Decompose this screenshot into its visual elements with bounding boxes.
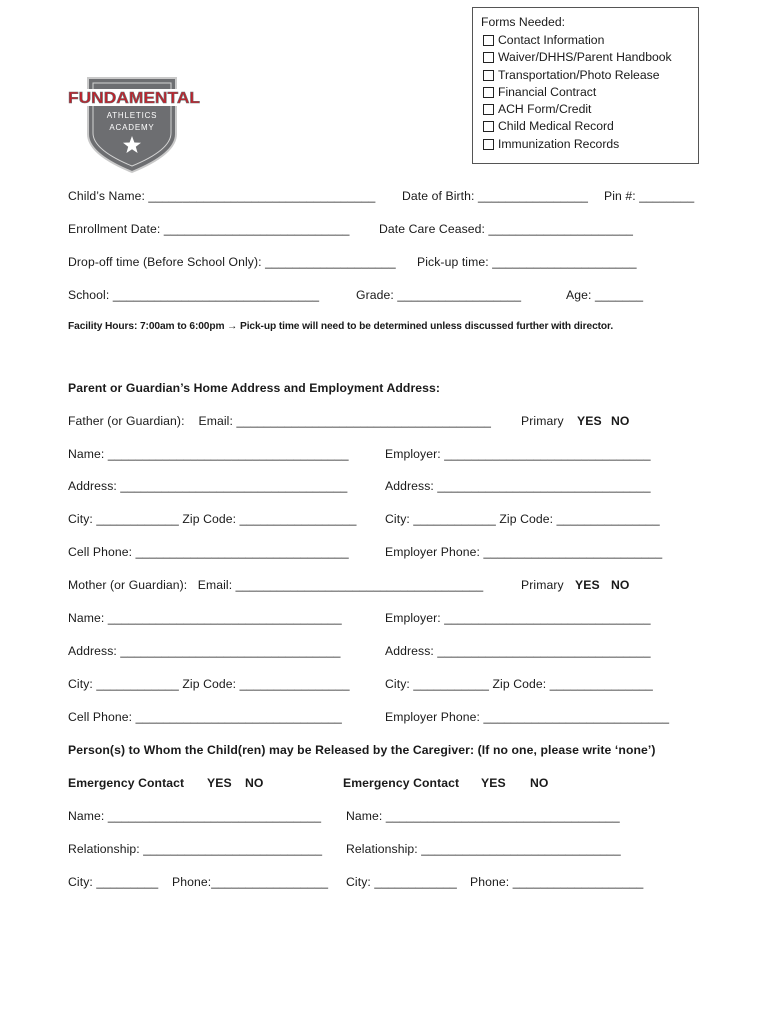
- emergency-left-name-field[interactable]: Name: _______________________________: [68, 809, 322, 823]
- father-email-field[interactable]: Father (or Guardian): Email: _____________________________________: [68, 414, 491, 428]
- father-primary-yes[interactable]: YES: [577, 414, 602, 428]
- mother-email-field[interactable]: Mother (or Guardian): Email: ____________________________________: [68, 578, 484, 592]
- emergency-right-yes[interactable]: YES: [481, 776, 506, 790]
- child-name-field[interactable]: Child’s Name: _________________________________: [68, 189, 376, 203]
- checklist-item[interactable]: ACH Form/Credit: [483, 101, 591, 117]
- shield-logo-icon: [66, 72, 202, 174]
- mother-name-field[interactable]: Name: __________________________________: [68, 611, 342, 625]
- checklist-item[interactable]: Waiver/DHHS/Parent Handbook: [483, 49, 672, 65]
- father-employer-city-zip-field[interactable]: City: ____________ Zip Code: _______________: [385, 512, 660, 526]
- mother-primary-label: Primary: [521, 578, 564, 592]
- checkbox-contact-information[interactable]: [483, 35, 494, 46]
- checkbox-immunization-records[interactable]: [483, 139, 494, 150]
- mother-address-field[interactable]: Address: ________________________________: [68, 644, 341, 658]
- pickup-time-field[interactable]: Pick-up time: _____________________: [417, 255, 637, 269]
- emergency-left-relationship-field[interactable]: Relationship: __________________________: [68, 842, 323, 856]
- emergency-right-no[interactable]: NO: [530, 776, 549, 790]
- dropoff-time-field[interactable]: Drop-off time (Before School Only): ___________________: [68, 255, 396, 269]
- school-field[interactable]: School: ______________________________: [68, 288, 320, 302]
- father-name-field[interactable]: Name: ___________________________________: [68, 447, 349, 461]
- father-employer-field[interactable]: Employer: ______________________________: [385, 447, 651, 461]
- emergency-left-phone-field[interactable]: Phone:_________________: [172, 875, 329, 889]
- enrollment-date-field[interactable]: Enrollment Date: ___________________________: [68, 222, 350, 236]
- mother-employer-address-field[interactable]: Address: _______________________________: [385, 644, 651, 658]
- forms-needed-box: [472, 7, 699, 164]
- mother-primary-no[interactable]: NO: [611, 578, 630, 592]
- emergency-left-no[interactable]: NO: [245, 776, 264, 790]
- mother-primary-yes[interactable]: YES: [575, 578, 600, 592]
- date-of-birth-field[interactable]: Date of Birth: ________________: [402, 189, 589, 203]
- checklist-item[interactable]: Immunization Records: [483, 136, 619, 152]
- date-care-ceased-field[interactable]: Date Care Ceased: _____________________: [379, 222, 633, 236]
- academy-logo: [66, 72, 202, 174]
- checklist-item[interactable]: Child Medical Record: [483, 118, 614, 134]
- pin-field[interactable]: Pin #: ________: [604, 189, 695, 203]
- emergency-contact-right-title: Emergency Contact: [343, 776, 460, 790]
- emergency-right-city-field[interactable]: City: ____________: [346, 875, 457, 889]
- emergency-right-name-field[interactable]: Name: __________________________________: [346, 809, 620, 823]
- emergency-left-city-field[interactable]: City: _________: [68, 875, 159, 889]
- mother-employer-field[interactable]: Employer: ______________________________: [385, 611, 651, 625]
- mother-employer-city-zip-field[interactable]: City: ___________ Zip Code: _______________: [385, 677, 653, 691]
- age-field[interactable]: Age: _______: [566, 288, 644, 302]
- logo-brand-text: FUNDAMENTAL: [68, 90, 200, 107]
- logo-line1-text: ATHLETICS: [106, 111, 158, 120]
- checklist-item[interactable]: Contact Information: [483, 32, 604, 48]
- mother-cell-phone-field[interactable]: Cell Phone: ______________________________: [68, 710, 342, 724]
- father-employer-address-field[interactable]: Address: _______________________________: [385, 479, 651, 493]
- father-address-field[interactable]: Address: _________________________________: [68, 479, 348, 493]
- mother-city-zip-field[interactable]: City: ____________ Zip Code: ________________: [68, 677, 350, 691]
- emergency-right-relationship-field[interactable]: Relationship: _____________________________: [346, 842, 621, 856]
- logo-line2-text: ACADEMY: [109, 123, 155, 132]
- father-city-zip-field[interactable]: City: ____________ Zip Code: _________________: [68, 512, 357, 526]
- checkbox-waiver[interactable]: [483, 52, 494, 63]
- emergency-left-yes[interactable]: YES: [207, 776, 232, 790]
- emergency-right-phone-field[interactable]: Phone: ___________________: [470, 875, 644, 889]
- checklist-item[interactable]: Financial Contract: [483, 84, 596, 100]
- father-cell-phone-field[interactable]: Cell Phone: _______________________________: [68, 545, 349, 559]
- checklist-item[interactable]: Transportation/Photo Release: [483, 67, 659, 83]
- mother-employer-phone-field[interactable]: Employer Phone: ___________________________: [385, 710, 670, 724]
- release-heading: Person(s) to Whom the Child(ren) may be Released by the Caregiver: (If no one, please write ‘none’): [68, 743, 656, 757]
- checkbox-financial-contract[interactable]: [483, 87, 494, 98]
- father-employer-phone-field[interactable]: Employer Phone: __________________________: [385, 545, 663, 559]
- forms-needed-title: Forms Needed:: [481, 15, 565, 29]
- checkbox-ach-form[interactable]: [483, 104, 494, 115]
- parents-heading: Parent or Guardian’s Home Address and Employment Address:: [68, 381, 441, 395]
- father-primary-label: Primary: [521, 414, 564, 428]
- checkbox-child-medical-record[interactable]: [483, 121, 494, 132]
- grade-field[interactable]: Grade: __________________: [356, 288, 522, 302]
- father-primary-no[interactable]: NO: [611, 414, 630, 428]
- checkbox-transportation[interactable]: [483, 70, 494, 81]
- emergency-contact-left-title: Emergency Contact: [68, 776, 185, 790]
- facility-hours-note: Facility Hours: 7:00am to 6:00pm → Pick-up time will need to be determined unless discussed further with director.: [68, 321, 614, 332]
